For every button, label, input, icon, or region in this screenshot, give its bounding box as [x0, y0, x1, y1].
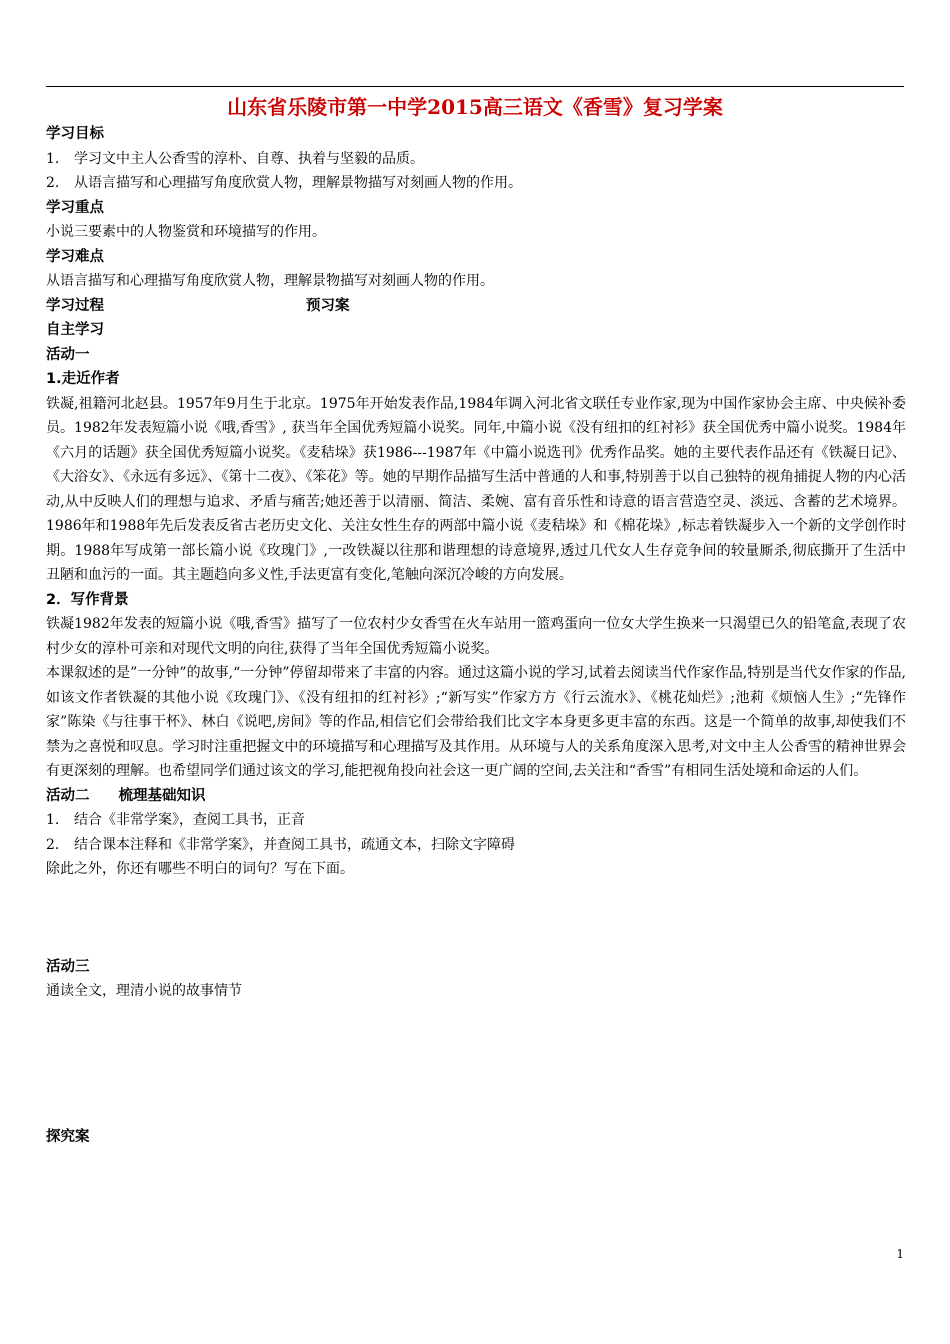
focus-heading: 学习重点: [46, 199, 104, 216]
background-paragraph-1: 铁凝1982年发表的短篇小说《哦,香雪》描写了一位农村少女香雪在火车站用一篮鸡蛋向一位女大学生换来一只渴望已久的铅笔盒,表现了农村少女的淳朴可亲和对现代文明的向往,获得了当年全国优秀短篇小说奖。: [46, 616, 906, 657]
preview-heading: 预习案: [306, 297, 350, 314]
objective-item: [46, 171, 906, 196]
background-paragraph-2: 本课叙述的是”一分钟”的故事,“一分钟”停留却带来了丰富的内容。通过这篇小说的学习,试着去阅读当代作家作品,特别是当代女作家的作品,如该文作者铁凝的其他小说《玫瑰门》、《没有纽扣的红衬衫》;“新写实”作家方方《行云流水》、《桃花灿烂》;池莉《烦恼人生》;“先锋作家”陈染《与往事干杯》、林白《说吧,房间》等的作品,相信它们会带给我们比文字本身更多更丰富的东西。这是一个简单的故事,却使我们不禁为之喜悦和叹息。学习时注重把握文中的环境描写和心理描写及其作用。从环境与人的关系角度深入思考,对文中主人公香雪的精神世界会有更深刻的理解。也希望同学们通过该文的学习,能把视角投向社会这一更广阔的空间,去关注和“香雪”有相同生活处境和命运的人们。: [46, 665, 906, 779]
answer-space: [46, 1004, 906, 1125]
activity2-item: [46, 833, 906, 858]
objectives-heading: 学习目标: [46, 126, 104, 142]
item-number: 2.: [46, 175, 60, 191]
process-heading: 学习过程: [46, 297, 104, 314]
self-study-heading: 自主学习: [46, 322, 104, 338]
page-number: 1: [896, 1247, 904, 1261]
difficulty-heading: 学习难点: [46, 248, 104, 265]
activity2-note: 除此之外，你还有哪些不明白的词句？写在下面。: [46, 861, 354, 877]
page-title: 山东省乐陵市第一中学2015高三语文《香雪》复习学案: [227, 95, 723, 119]
explore-heading: 探究案: [46, 1128, 90, 1145]
item-text: 结合《非常学案》，查阅工具书，正音: [74, 812, 305, 828]
item-text: 从语言描写和心理描写角度欣赏人物，理解景物描写对刻画人物的作用。: [74, 175, 522, 191]
item-number: 2.: [46, 836, 60, 853]
header-rule: [46, 86, 904, 87]
answer-space: [46, 882, 906, 955]
activity1-heading: 活动一: [46, 346, 90, 363]
item-text: 学习文中主人公香雪的淳朴、自尊、执着与坚毅的品质。: [74, 150, 424, 167]
item-number: 1.: [46, 812, 60, 828]
process-row: [46, 294, 906, 319]
item-number: 1.: [46, 150, 60, 167]
document-body: [46, 122, 906, 1149]
author-paragraph: 铁凝,祖籍河北赵县。1957年9月生于北京。1975年开始发表作品,1984年调入河北省文联任专业作家,现为中国作家协会主席、中央候补委员。1982年发表短篇小说《哦,香雪》, 获当年全国优秀短篇小说奖。同年,中篇小说《没有纽扣的红衬衫》获全国优秀中篇小说奖。1984年《六月的话题》获全国优秀短篇小说奖。《麦秸垛》获1986---1987年《中篇小说选刊》优秀作品奖。她的主要代表作品还有《铁凝日记》、《大浴女》、《永远有多远》、《第十二夜》、《笨花》等。她的早期作品描写生活中普通的人和事,特别善于以自己独特的视角捕捉人物的内心活动,从中反映人们的理想与追求、矛盾与痛苦;她还善于以清丽、简洁、柔婉、富有音乐性和诗意的语言营造空灵、淡远、含蓄的艺术境界。1986年和1988年先后发表反省古老历史文化、关注女性生存的两部中篇小说《麦秸垛》和《棉花垛》,标志着铁凝步入一个新的文学创作时期。1988年写成第一部长篇小说《玫瑰门》,一改铁凝以往那和谐理想的诗意境界,透过几代女人生存竞争间的较量厮杀,彻底撕开了生活中丑陋和血污的一面。其主题趋向多义性,手法更富有变化,笔触向深沉冷峻的方向发展。: [46, 395, 906, 583]
activity2-item: [46, 808, 906, 833]
author-heading: 1.走近作者: [46, 371, 120, 387]
difficulty-text: 从语言描写和心理描写角度欣赏人物，理解景物描写对刻画人物的作用。: [46, 273, 494, 289]
background-heading: 2．写作背景: [46, 591, 129, 608]
focus-text: 小说三要素中的人物鉴赏和环境描写的作用。: [46, 224, 326, 240]
activity3-heading: 活动三: [46, 958, 90, 975]
activity3-text: 通读全文，理清小说的故事情节: [46, 983, 242, 999]
activity2-heading: 活动二 梳理基础知识: [46, 787, 206, 804]
item-text: 结合课本注释和《非常学案》，并查阅工具书，疏通文本，扫除文字障碍: [74, 836, 515, 853]
objective-item: [46, 147, 906, 172]
